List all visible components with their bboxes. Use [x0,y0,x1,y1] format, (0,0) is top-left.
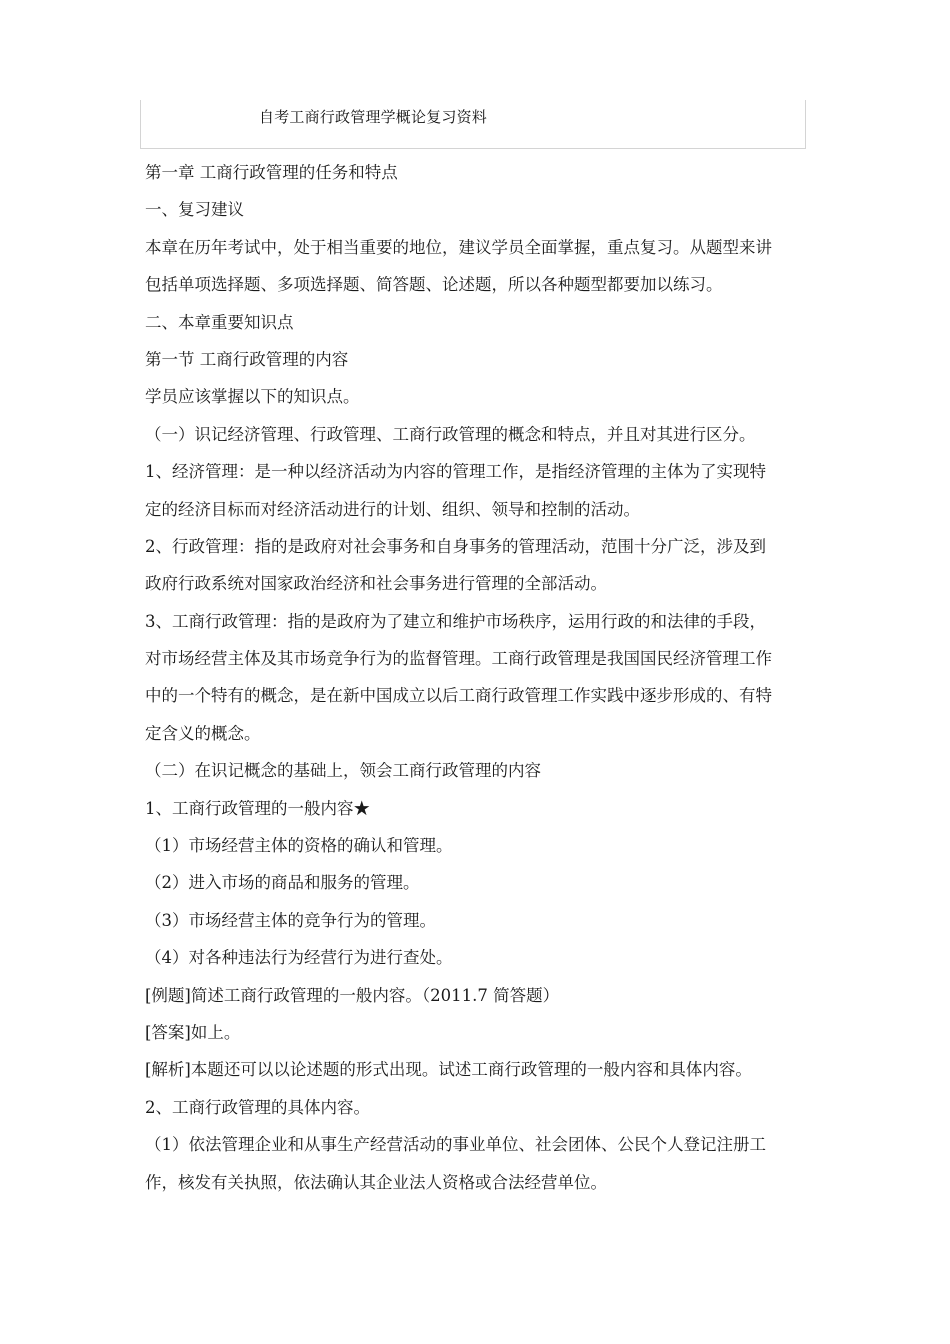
document-body [145,154,815,1201]
paragraph-line: 中的一个特有的概念，是在新中国成立以后工商行政管理工作实践中逐步形成的、有特 [145,686,772,706]
paragraph-line: 1、经济管理：是一种以经济活动为内容的管理工作，是指经济管理的主体为了实现特 [145,462,766,482]
example-question: [例题]简述工商行政管理的一般内容。（2011.7 简答题） [145,985,560,1005]
paragraph-line: 1、工商行政管理的一般内容★ [145,798,370,818]
paragraph-line: 本章在历年考试中，处于相当重要的地位，建议学员全面掌握，重点复习。从题型来讲 [145,237,772,257]
chapter-heading: 第一章 工商行政管理的任务和特点 [145,163,398,182]
paragraph-line: （1）依法管理企业和从事生产经营活动的事业单位、社会团体、公民个人登记注册工 [145,1135,766,1155]
section-heading: 一、复习建议 [145,200,244,220]
list-item: （2）进入市场的商品和服务的管理。 [145,873,420,893]
document-title: 自考工商行政管理学概论复习资料 [259,108,488,126]
list-item: （4）对各种违法行为经营行为进行查处。 [145,948,453,968]
example-answer: [答案]如上。 [145,1022,241,1042]
subsection-heading: 第一节 工商行政管理的内容 [145,349,349,369]
list-item: （1）市场经营主体的资格的确认和管理。 [145,836,453,856]
paragraph-line: 包括单项选择题、多项选择题、简答题、论述题，所以各种题型都要加以练习。 [145,275,723,295]
list-item: （3）市场经营主体的竞争行为的管理。 [145,910,436,930]
paragraph-line: 学员应该掌握以下的知识点。 [145,387,360,407]
paragraph-line: 定的经济目标而对经济活动进行的计划、组织、领导和控制的活动。 [145,499,640,519]
paragraph-line: 对市场经营主体及其市场竞争行为的监督管理。工商行政管理是我国国民经济管理工作 [145,649,772,669]
paragraph-line: 2、工商行政管理的具体内容。 [145,1097,370,1117]
paragraph-line: 2、行政管理：指的是政府对社会事务和自身事务的管理活动，范围十分广泛，涉及到 [145,536,766,556]
section-heading: 二、本章重要知识点 [145,312,294,332]
example-analysis: [解析]本题还可以以论述题的形式出现。试述工商行政管理的一般内容和具体内容。 [145,1060,752,1080]
paragraph-line: （二）在识记概念的基础上，领会工商行政管理的内容 [145,761,541,781]
paragraph-line: 作，核发有关执照，依法确认其企业法人资格或合法经营单位。 [145,1172,607,1192]
paragraph-line: 政府行政系统对国家政治经济和社会事务进行管理的全部活动。 [145,574,607,594]
paragraph-line: （一）识记经济管理、行政管理、工商行政管理的概念和特点，并且对其进行区分。 [145,424,756,444]
paragraph-line: 3、工商行政管理：指的是政府为了建立和维护市场秩序，运用行政的和法律的手段， [145,611,766,631]
document-header [140,100,806,149]
paragraph-line: 定含义的概念。 [145,723,261,743]
